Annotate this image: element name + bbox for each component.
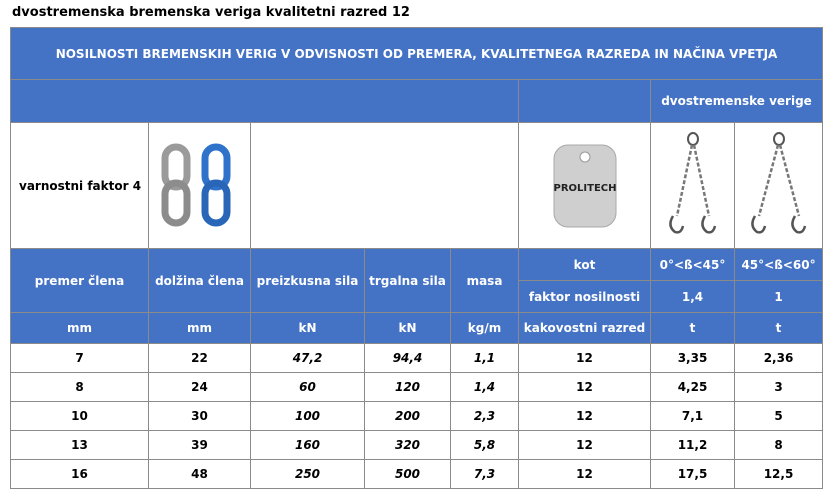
col-header-mass: masa <box>451 249 519 313</box>
sling-type-header: dvostremenske verige <box>651 80 823 123</box>
sling-image-1 <box>651 123 735 249</box>
cell-diameter: 8 <box>11 373 149 402</box>
banner-row <box>11 28 823 80</box>
cell-wll-1: 7,1 <box>651 402 735 431</box>
load-factor-value-1: 1,4 <box>651 281 735 313</box>
tag-image <box>519 123 651 249</box>
chain-links-icon <box>155 141 245 231</box>
col-header-angle-range-1: 0°<ß<45° <box>651 249 735 281</box>
cell-length: 48 <box>149 460 251 489</box>
two-leg-sling-icon-2 <box>749 131 809 241</box>
image-row <box>11 123 823 249</box>
cell-length: 22 <box>149 344 251 373</box>
cell-breaking-force: 94,4 <box>365 344 451 373</box>
cell-mass: 1,1 <box>451 344 519 373</box>
cell-grade: 12 <box>519 460 651 489</box>
cell-mass: 5,8 <box>451 431 519 460</box>
cell-proof-force: 100 <box>251 402 365 431</box>
cell-mass: 7,3 <box>451 460 519 489</box>
chain-link-image <box>149 123 251 249</box>
table-row <box>11 431 823 460</box>
cell-wll-1: 11,2 <box>651 431 735 460</box>
col-header-breaking-force: trgalna sila <box>365 249 451 313</box>
sling-image-2 <box>735 123 823 249</box>
grade-tag-icon <box>552 143 618 229</box>
cell-breaking-force: 120 <box>365 373 451 402</box>
unit-grade: kakovostni razred <box>519 313 651 344</box>
cell-wll-2: 2,36 <box>735 344 823 373</box>
cell-diameter: 16 <box>11 460 149 489</box>
col-header-load-factor: faktor nosilnosti <box>519 281 651 313</box>
cell-wll-2: 12,5 <box>735 460 823 489</box>
col-header-angle: kot <box>519 249 651 281</box>
cell-diameter: 7 <box>11 344 149 373</box>
cell-diameter: 13 <box>11 431 149 460</box>
page-title: dvostremenska bremenska veriga kvalitetni razred 12 <box>12 5 410 20</box>
cell-breaking-force: 200 <box>365 402 451 431</box>
unit-proof-force: kN <box>251 313 365 344</box>
safety-factor-label: varnostni faktor 4 <box>11 123 149 249</box>
col-header-angle-range-2: 45°<ß<60° <box>735 249 823 281</box>
image-blank-cell <box>251 123 519 249</box>
unit-wll-2: t <box>735 313 823 344</box>
cell-grade: 12 <box>519 402 651 431</box>
unit-mass: kg/m <box>451 313 519 344</box>
two-leg-sling-icon-1 <box>663 131 723 241</box>
unit-wll-1: t <box>651 313 735 344</box>
unit-breaking-force: kN <box>365 313 451 344</box>
col-header-proof-force: preizkusna sila <box>251 249 365 313</box>
header-row-1 <box>11 249 823 281</box>
cell-grade: 12 <box>519 373 651 402</box>
col-header-length: dolžina člena <box>149 249 251 313</box>
cell-proof-force: 60 <box>251 373 365 402</box>
cell-wll-1: 4,25 <box>651 373 735 402</box>
cell-wll-2: 3 <box>735 373 823 402</box>
table-row <box>11 402 823 431</box>
load-factor-value-2: 1 <box>735 281 823 313</box>
load-capacity-table <box>10 27 823 489</box>
cell-proof-force: 250 <box>251 460 365 489</box>
cell-mass: 2,3 <box>451 402 519 431</box>
cell-wll-1: 3,35 <box>651 344 735 373</box>
table-row <box>11 373 823 402</box>
units-row <box>11 313 823 344</box>
cell-breaking-force: 320 <box>365 431 451 460</box>
section-row <box>11 80 823 123</box>
table-banner: NOSILNOSTI BREMENSKIH VERIG V ODVISNOSTI OD PREMERA, KVALITETNEGA RAZREDA IN NAČINA VPETJA <box>11 28 823 80</box>
cell-diameter: 10 <box>11 402 149 431</box>
cell-wll-1: 17,5 <box>651 460 735 489</box>
cell-proof-force: 47,2 <box>251 344 365 373</box>
cell-breaking-force: 500 <box>365 460 451 489</box>
unit-length: mm <box>149 313 251 344</box>
cell-wll-2: 5 <box>735 402 823 431</box>
cell-length: 24 <box>149 373 251 402</box>
col-header-diameter: premer člena <box>11 249 149 313</box>
cell-grade: 12 <box>519 344 651 373</box>
cell-grade: 12 <box>519 431 651 460</box>
section-blank-cell <box>11 80 519 123</box>
cell-length: 30 <box>149 402 251 431</box>
section-blank-cell-2 <box>519 80 651 123</box>
table-row <box>11 344 823 373</box>
cell-wll-2: 8 <box>735 431 823 460</box>
cell-mass: 1,4 <box>451 373 519 402</box>
cell-proof-force: 160 <box>251 431 365 460</box>
cell-length: 39 <box>149 431 251 460</box>
unit-diameter: mm <box>11 313 149 344</box>
table-row <box>11 460 823 489</box>
tag-text: PROLITECH <box>553 182 616 194</box>
